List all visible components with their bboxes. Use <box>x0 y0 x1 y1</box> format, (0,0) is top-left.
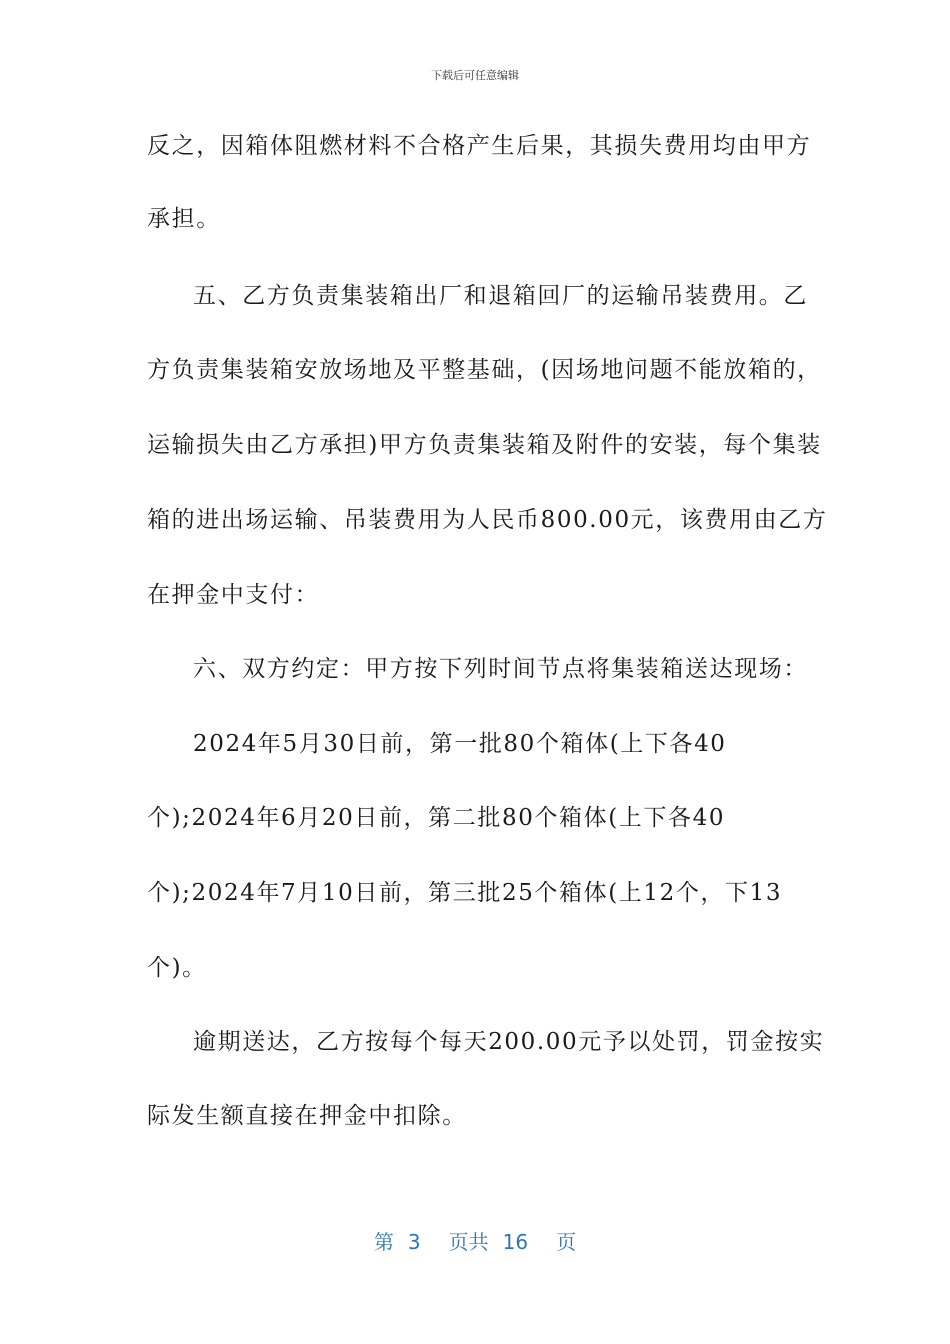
header-note: 下载后可任意编辑 <box>431 69 519 82</box>
body-line-14: 际发生额直接在押金中扣除。 <box>147 1103 467 1129</box>
body-line-5: 运输损失由乙方承担)甲方负责集装箱及附件的安装，每个集装 <box>147 432 822 458</box>
body-line-2: 承担。 <box>147 206 221 232</box>
body-line-10: 个);2024年6月20日前，第二批80个箱体(上下各40 <box>147 805 726 831</box>
page-footer <box>0 1226 950 1255</box>
body-line-9: 2024年5月30日前，第一批80个箱体(上下各40 <box>193 731 727 757</box>
body-line-1: 反之，因箱体阻燃材料不合格产生后果，其损失费用均由甲方 <box>147 133 812 159</box>
body-line-7: 在押金中支付： <box>147 582 320 608</box>
footer-middle: 页共 <box>448 1230 489 1254</box>
body-line-11: 个);2024年7月10日前，第三批25个箱体(上12个，下13 <box>147 880 783 906</box>
body-line-12: 个)。 <box>147 955 207 981</box>
body-line-6: 箱的进出场运输、吊装费用为人民币800.00元，该费用由乙方 <box>147 507 828 533</box>
body-line-13: 逾期送达，乙方按每个每天200.00元予以处罚，罚金按实 <box>193 1029 825 1055</box>
footer-page-number: 3 <box>407 1230 421 1254</box>
body-line-4: 方负责集装箱安放场地及平整基础，(因场地问题不能放箱的， <box>147 357 822 383</box>
body-line-3: 五、乙方负责集装箱出厂和退箱回厂的运输吊装费用。乙 <box>193 283 808 309</box>
body-line-8: 六、双方约定：甲方按下列时间节点将集装箱送达现场： <box>193 656 808 682</box>
footer-prefix: 第 <box>373 1230 394 1254</box>
footer-total-pages: 16 <box>502 1230 529 1254</box>
footer-suffix: 页 <box>556 1230 577 1254</box>
